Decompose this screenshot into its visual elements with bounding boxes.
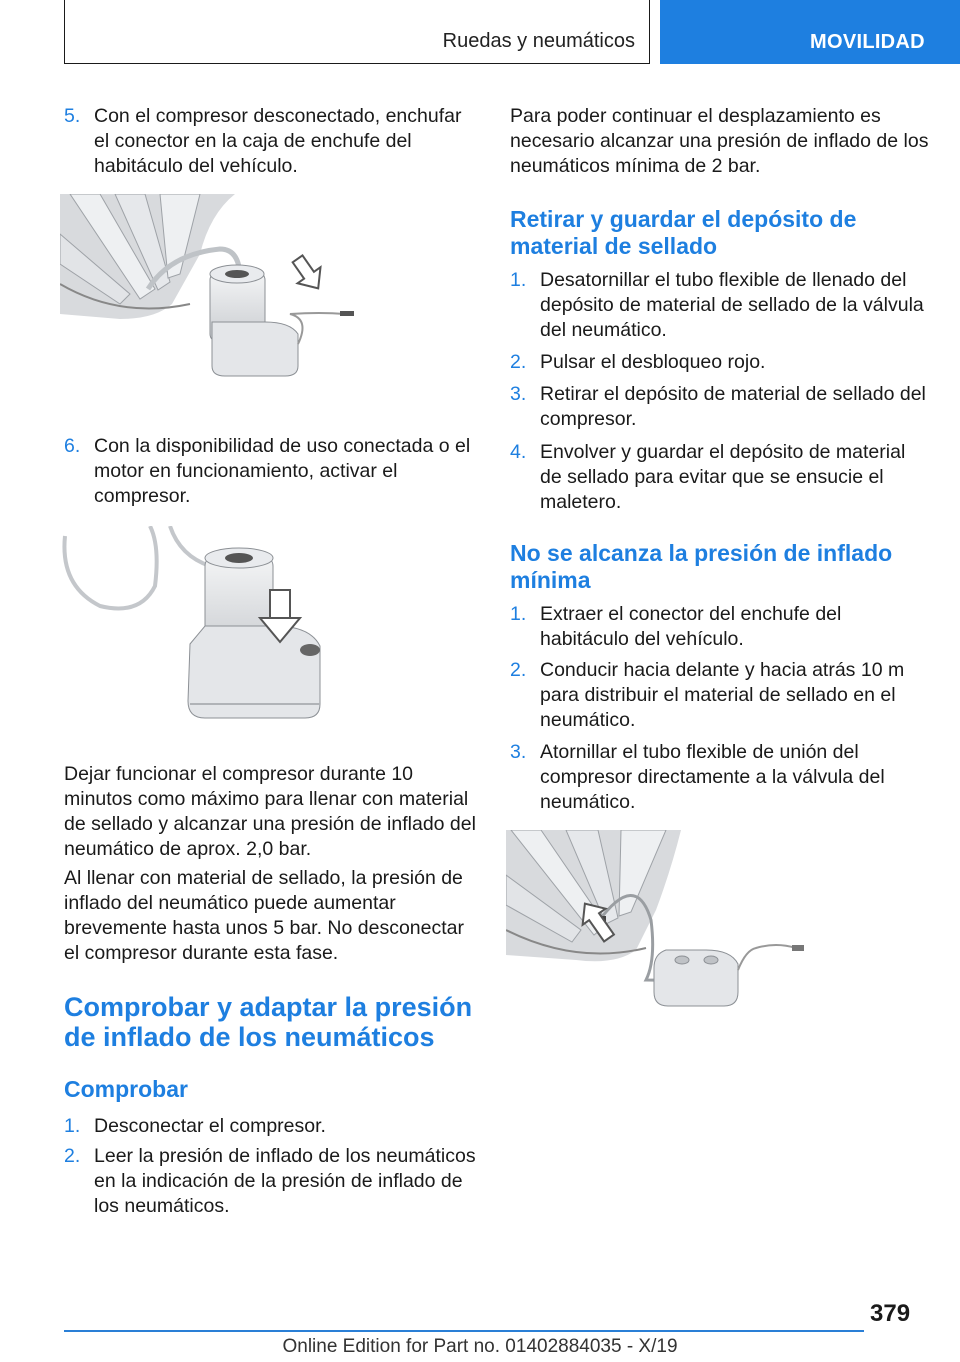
- step-text: Desatornillar el tubo flexible de llenado del depósito de material de sellado de la válvula del neumático.: [540, 269, 924, 341]
- step-number: 2.: [510, 351, 527, 373]
- section-title: Ruedas y neumáticos: [442, 30, 635, 52]
- paragraph: Al llenar con material de sellado, la presión de inflado del neumático puede aumentar brevemente hasta unos 5 bar. No desconectar el compresor durante esta fase.: [64, 867, 464, 964]
- step-item: [64, 104, 482, 179]
- footer-edition: Online Edition for Part no. 01402884035 - X/19: [282, 1336, 678, 1357]
- step-item: [510, 350, 930, 375]
- step-number: 5.: [64, 105, 81, 127]
- page-number: 379: [870, 1300, 911, 1327]
- step-text: Con el compresor desconectado, enchufar el conector en la caja de enchufe del habitáculo del vehículo.: [94, 105, 462, 177]
- paragraph: Dejar funcionar el compresor durante 10 minutos como máximo para llenar con material de sellado y alcanzar una presión de inflado del neumático de aprox. 2,0 bar.: [64, 763, 476, 860]
- section-heading: Retirar y guardar el depósito de material de sellado: [510, 206, 857, 259]
- step-item: [64, 434, 482, 509]
- subsection-heading: Comprobar: [64, 1076, 188, 1102]
- step-item: [64, 1144, 482, 1219]
- section-heading: No se alcanza la presión de inflado mínima: [510, 540, 893, 593]
- step-text: Pulsar el desbloqueo rojo.: [540, 351, 766, 373]
- step-number: 3.: [510, 383, 527, 405]
- step-number: 6.: [64, 435, 81, 457]
- step-item: [510, 268, 930, 343]
- step-number: 4.: [510, 441, 527, 463]
- paragraph: Para poder continuar el desplazamiento es necesario alcanzar una presión de inflado de los neumáticos mínima de 2 bar.: [510, 105, 929, 177]
- step-text: Desconectar el compresor.: [94, 1115, 326, 1137]
- section-heading: Comprobar y adaptar la presión de inflado de los neumáticos: [64, 992, 473, 1052]
- figure-hose-to-valve: [506, 830, 806, 1020]
- page-header: [0, 0, 960, 66]
- chapter-title: MOVILIDAD: [810, 31, 925, 53]
- section-tab: [64, 0, 650, 64]
- step-text: Conducir hacia delante y hacia atrás 10 m para distribuir el material de sellado en el neumático.: [540, 659, 905, 731]
- figure-compressor-switch: [60, 526, 340, 726]
- figure-compressor-connect: [60, 194, 360, 384]
- step-text: Con la disponibilidad de uso conectada o el motor en funcionamiento, activar el compresor.: [94, 435, 471, 507]
- step-item: [510, 658, 930, 733]
- step-number: 3.: [510, 741, 527, 763]
- step-text: Extraer el conector del enchufe del habitáculo del vehículo.: [540, 603, 842, 650]
- step-item: [510, 440, 930, 515]
- step-number: 2.: [510, 659, 527, 681]
- step-text: Envolver y guardar el depósito de material de sellado para evitar que se ensucie el maletero.: [540, 441, 906, 513]
- step-number: 2.: [64, 1145, 81, 1167]
- step-item: [510, 602, 930, 652]
- step-text: Leer la presión de inflado de los neumáticos en la indicación de la presión de inflado de los neumáticos.: [94, 1145, 476, 1217]
- chapter-tab: [660, 0, 960, 64]
- step-number: 1.: [510, 269, 527, 291]
- step-number: 1.: [64, 1115, 81, 1137]
- step-item: [510, 740, 930, 815]
- footer-divider: [64, 1330, 864, 1332]
- step-text: Retirar el depósito de material de sellado del compresor.: [540, 383, 926, 430]
- step-number: 1.: [510, 603, 527, 625]
- step-text: Atornillar el tubo flexible de unión del compresor directamente a la válvula del neumático.: [540, 741, 885, 813]
- step-item: [510, 382, 930, 432]
- step-item: [64, 1114, 482, 1139]
